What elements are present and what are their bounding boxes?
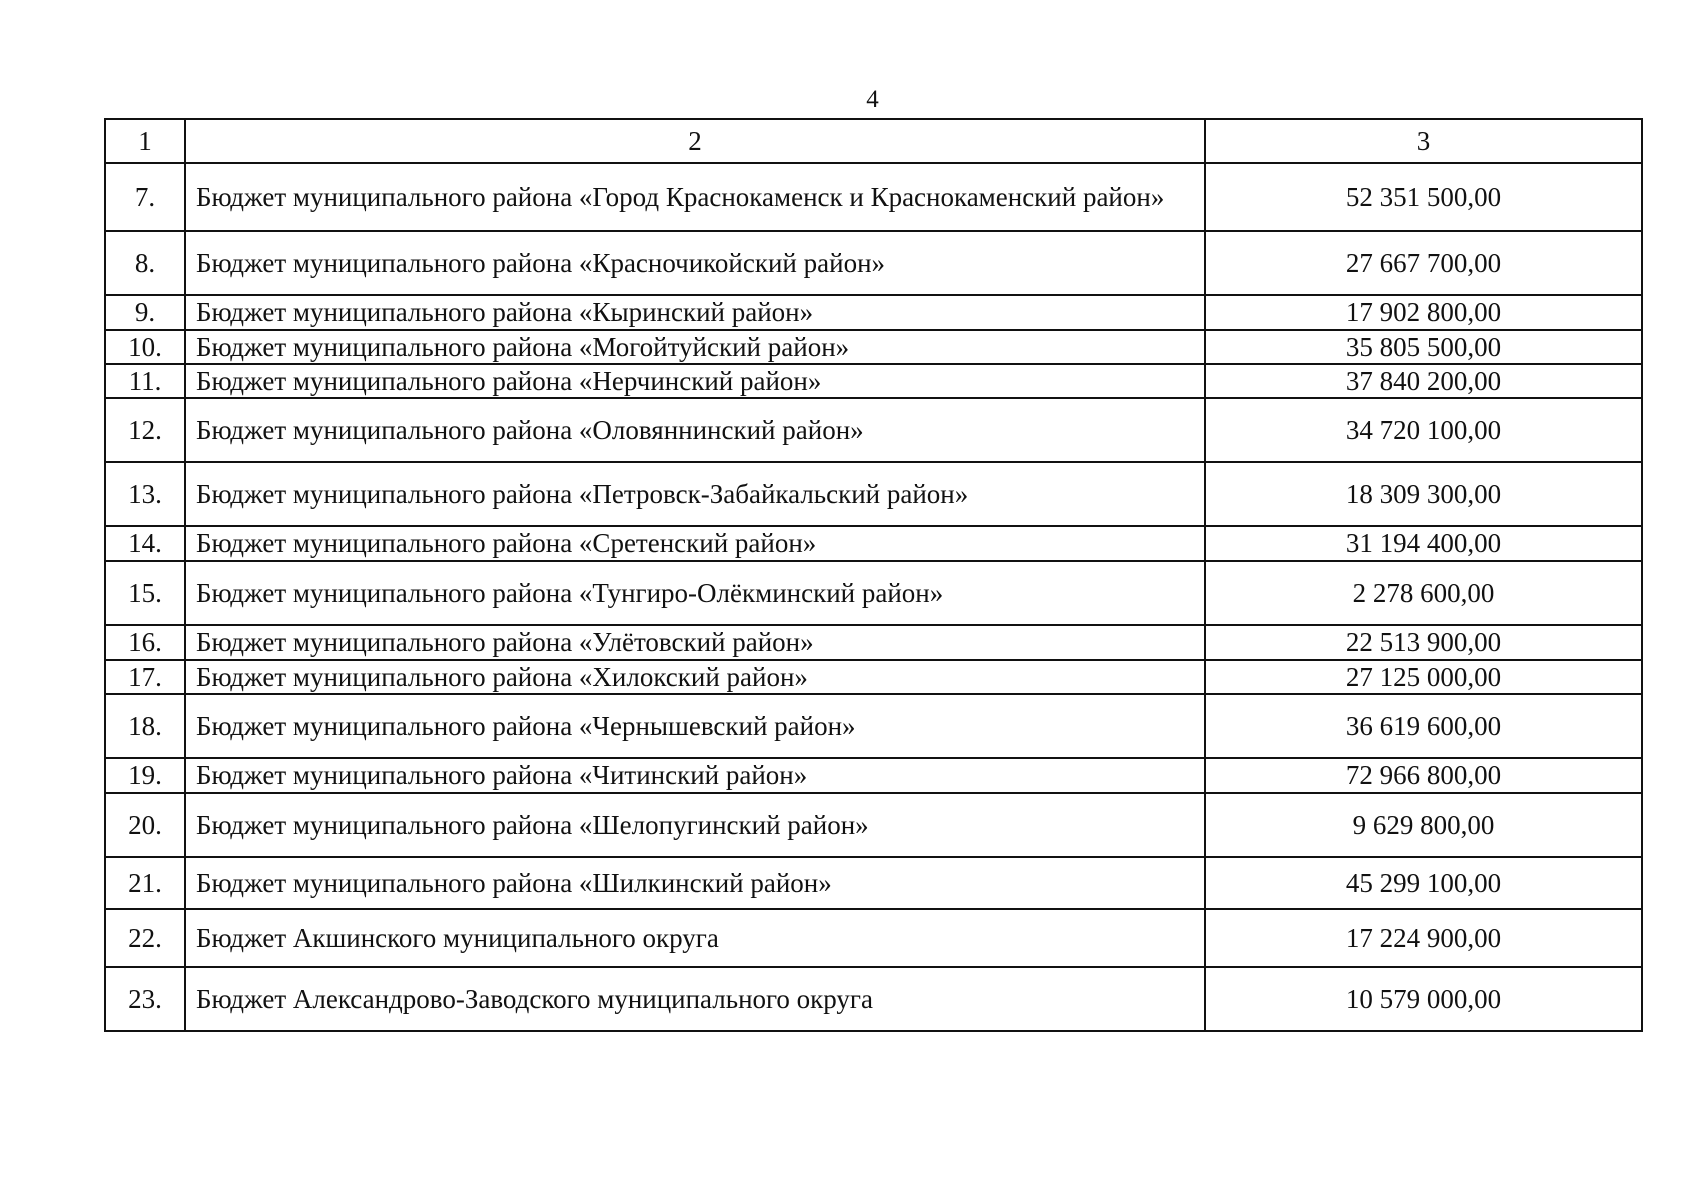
- budget-amount: 36 619 600,00: [1205, 694, 1642, 758]
- budget-amount: 35 805 500,00: [1205, 330, 1642, 364]
- table-row: [105, 758, 1642, 793]
- table-row: [105, 231, 1642, 295]
- budget-table: [104, 118, 1643, 1032]
- budget-amount: 17 224 900,00: [1205, 909, 1642, 967]
- row-number: 8.: [105, 231, 185, 295]
- budget-name: Бюджет муниципального района «Чернышевский район»: [185, 694, 1205, 758]
- table-row: [105, 398, 1642, 462]
- budget-name: Бюджет муниципального района «Могойтуйский район»: [185, 330, 1205, 364]
- budget-amount: 17 902 800,00: [1205, 295, 1642, 330]
- table-row: [105, 857, 1642, 909]
- row-number: 18.: [105, 694, 185, 758]
- budget-name: Бюджет муниципального района «Шилкинский район»: [185, 857, 1205, 909]
- row-number: 17.: [105, 660, 185, 694]
- budget-amount: 18 309 300,00: [1205, 462, 1642, 526]
- table-row: [105, 295, 1642, 330]
- row-number: 12.: [105, 398, 185, 462]
- table-row: [105, 561, 1642, 625]
- budget-name: Бюджет муниципального района «Город Краснокаменск и Краснокаменский район»: [185, 163, 1205, 231]
- table-row: [105, 330, 1642, 364]
- budget-amount: 72 966 800,00: [1205, 758, 1642, 793]
- table-row: [105, 660, 1642, 694]
- table-row: [105, 526, 1642, 561]
- table-row: [105, 694, 1642, 758]
- budget-name: Бюджет муниципального района «Нерчинский район»: [185, 364, 1205, 398]
- budget-name: Бюджет муниципального района «Красночикойский район»: [185, 231, 1205, 295]
- budget-amount: 9 629 800,00: [1205, 793, 1642, 857]
- budget-name: Бюджет муниципального района «Кыринский район»: [185, 295, 1205, 330]
- budget-name: Бюджет муниципального района «Оловяннинский район»: [185, 398, 1205, 462]
- row-number: 14.: [105, 526, 185, 561]
- table-header-row: [105, 119, 1642, 163]
- row-number: 10.: [105, 330, 185, 364]
- budget-name: Бюджет муниципального района «Улётовский район»: [185, 625, 1205, 660]
- page-number: 4: [866, 86, 879, 113]
- row-number: 7.: [105, 163, 185, 231]
- row-number: 20.: [105, 793, 185, 857]
- budget-amount: 52 351 500,00: [1205, 163, 1642, 231]
- table-row: [105, 462, 1642, 526]
- table-row: [105, 364, 1642, 398]
- table-row: [105, 967, 1642, 1031]
- row-number: 13.: [105, 462, 185, 526]
- row-number: 11.: [105, 364, 185, 398]
- budget-name: Бюджет муниципального района «Петровск-Забайкальский район»: [185, 462, 1205, 526]
- header-col-2: 2: [185, 119, 1205, 163]
- row-number: 21.: [105, 857, 185, 909]
- row-number: 22.: [105, 909, 185, 967]
- budget-amount: 45 299 100,00: [1205, 857, 1642, 909]
- budget-name: Бюджет Александрово-Заводского муниципального округа: [185, 967, 1205, 1031]
- budget-amount: 34 720 100,00: [1205, 398, 1642, 462]
- budget-name: Бюджет муниципального района «Сретенский район»: [185, 526, 1205, 561]
- row-number: 19.: [105, 758, 185, 793]
- budget-amount: 27 125 000,00: [1205, 660, 1642, 694]
- table-row: [105, 909, 1642, 967]
- header-col-1: 1: [105, 119, 185, 163]
- table-row: [105, 625, 1642, 660]
- row-number: 16.: [105, 625, 185, 660]
- budget-amount: 10 579 000,00: [1205, 967, 1642, 1031]
- row-number: 23.: [105, 967, 185, 1031]
- budget-amount: 22 513 900,00: [1205, 625, 1642, 660]
- budget-name: Бюджет муниципального района «Шелопугинский район»: [185, 793, 1205, 857]
- budget-amount: 2 278 600,00: [1205, 561, 1642, 625]
- header-col-3: 3: [1205, 119, 1642, 163]
- budget-amount: 31 194 400,00: [1205, 526, 1642, 561]
- budget-name: Бюджет муниципального района «Хилокский район»: [185, 660, 1205, 694]
- table-row: [105, 163, 1642, 231]
- table-row: [105, 793, 1642, 857]
- budget-name: Бюджет муниципального района «Тунгиро-Олёкминский район»: [185, 561, 1205, 625]
- row-number: 15.: [105, 561, 185, 625]
- budget-amount: 37 840 200,00: [1205, 364, 1642, 398]
- budget-name: Бюджет муниципального района «Читинский район»: [185, 758, 1205, 793]
- row-number: 9.: [105, 295, 185, 330]
- budget-amount: 27 667 700,00: [1205, 231, 1642, 295]
- budget-name: Бюджет Акшинского муниципального округа: [185, 909, 1205, 967]
